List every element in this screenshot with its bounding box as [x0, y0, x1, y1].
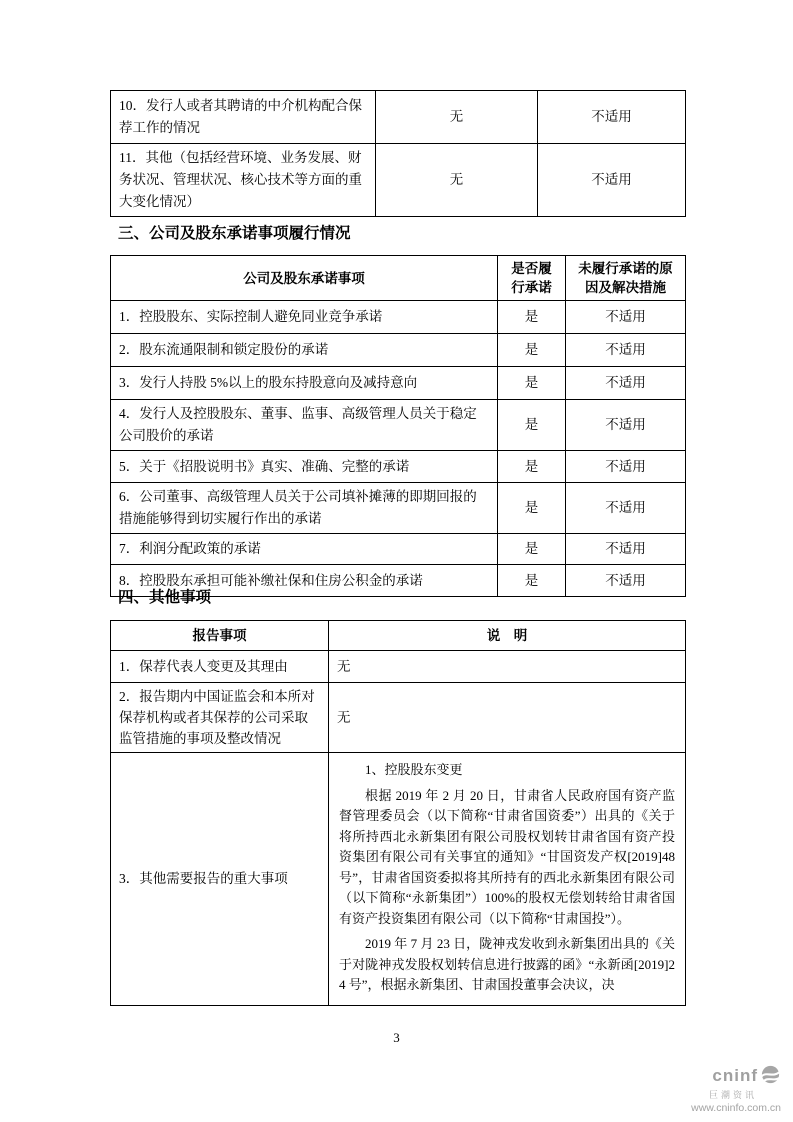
reason-cell: 不适用 [566, 483, 686, 534]
reason-cell: 不适用 [566, 451, 686, 483]
table-row [111, 400, 686, 451]
table-row [111, 91, 686, 144]
fulfilled-cell: 是 [498, 451, 566, 483]
reason-cell: 不适用 [566, 565, 686, 597]
table-row [111, 334, 686, 367]
table-row [111, 367, 686, 400]
item-cell: 1．保荐代表人变更及其理由 [111, 651, 329, 683]
table-header-row [111, 621, 686, 651]
intermediary-cooperation-table [110, 90, 686, 217]
item-cell: 11．其他（包括经营环境、业务发展、财务状况、管理状况、核心技术等方面的重大变化情况） [111, 144, 376, 217]
cninfo-logo [691, 1064, 781, 1115]
description-cell [329, 753, 686, 1006]
remark-cell: 不适用 [538, 91, 686, 144]
item-cell: 6．公司董事、高级管理人员关于公司填补摊薄的即期回报的措施能够得到切实履行作出的承诺 [111, 483, 498, 534]
table-row [111, 451, 686, 483]
cninfo-chinese-name: 巨潮资讯 [708, 1089, 757, 1100]
item-cell: 3．其他需要报告的重大事项 [111, 753, 329, 1006]
commitments-table [110, 255, 686, 597]
reason-cell: 不适用 [566, 400, 686, 451]
fulfilled-cell: 是 [498, 483, 566, 534]
item-cell: 1．控股股东、实际控制人避免同业竞争承诺 [111, 301, 498, 334]
table-row [111, 483, 686, 534]
section-3-heading: 三、公司及股东承诺事项履行情况 [118, 225, 351, 242]
paragraph-body: 根据 2019 年 2 月 20 日，甘肃省人民政府国有资产监督管理委员会（以下简称“甘肃省国资委”）出具的《关于将所持西北永新集团有限公司股权划转甘肃省国有资产投资集团有限公司有关事宜的通知》“甘国资发产权[2019]48 号”，甘肃省国资委拟将其所持有的西北永新集团有限公司（以下简称“永新集团”）100%的股权无偿划转给甘肃省国有资产投资集团有限公司（以下简称“甘肃国投”）。 [339, 787, 675, 926]
item-cell: 7．利润分配政策的承诺 [111, 534, 498, 565]
other-matters-table [110, 620, 686, 1006]
paragraph-subheading: 1、控股股东变更 [365, 762, 463, 777]
fulfilled-cell: 是 [498, 400, 566, 451]
cninfo-url: www.cninfo.com.cn [691, 1102, 781, 1115]
header-description: 说 明 [329, 621, 686, 651]
value-cell: 无 [376, 91, 538, 144]
header-reason: 未履行承诺的原因及解决措施 [566, 256, 686, 301]
table-row [111, 534, 686, 565]
description-cell: 无 [329, 651, 686, 683]
header-fulfilled: 是否履行承诺 [498, 256, 566, 301]
section-4-heading: 四、其他事项 [118, 589, 212, 606]
fulfilled-cell: 是 [498, 367, 566, 400]
fulfilled-cell: 是 [498, 534, 566, 565]
reason-cell: 不适用 [566, 334, 686, 367]
fulfilled-cell: 是 [498, 565, 566, 597]
table-row [111, 144, 686, 217]
reason-cell: 不适用 [566, 367, 686, 400]
fulfilled-cell: 是 [498, 301, 566, 334]
reason-cell: 不适用 [566, 534, 686, 565]
cninfo-swirl-icon [760, 1064, 781, 1090]
item-cell: 2．股东流通限制和锁定股份的承诺 [111, 334, 498, 367]
item-cell: 3．发行人持股 5%以上的股东持股意向及减持意向 [111, 367, 498, 400]
paragraph-body: 2019 年 7 月 23 日，陇神戎发收到永新集团出具的《关于对陇神戎发股权划转信息进行披露的函》“永新函[2019]24 号”，根据永新集团、甘肃国投董事会决议，决 [339, 936, 675, 992]
table-header-row [111, 256, 686, 301]
item-cell: 10．发行人或者其聘请的中介机构配合保荐工作的情况 [111, 91, 376, 144]
item-cell: 5．关于《招股说明书》真实、准确、完整的承诺 [111, 451, 498, 483]
reason-cell: 不适用 [566, 301, 686, 334]
description-cell: 无 [329, 683, 686, 753]
table-row [111, 683, 686, 753]
fulfilled-cell: 是 [498, 334, 566, 367]
value-cell: 无 [376, 144, 538, 217]
remark-cell: 不适用 [538, 144, 686, 217]
table-row [111, 301, 686, 334]
table-row [111, 753, 686, 1006]
header-report-item: 报告事项 [111, 621, 329, 651]
item-cell: 8．控股股东承担可能补缴社保和住房公积金的承诺 [111, 565, 498, 597]
header-commitment-item: 公司及股东承诺事项 [111, 256, 498, 301]
item-cell: 4．发行人及控股股东、董事、监事、高级管理人员关于稳定公司股价的承诺 [111, 400, 498, 451]
item-cell: 2．报告期内中国证监会和本所对保荐机构或者其保荐的公司采取监管措施的事项及整改情况 [111, 683, 329, 753]
page-number: 3 [393, 1030, 400, 1045]
cninfo-brand-text: cninf [712, 1066, 758, 1086]
table-row [111, 651, 686, 683]
